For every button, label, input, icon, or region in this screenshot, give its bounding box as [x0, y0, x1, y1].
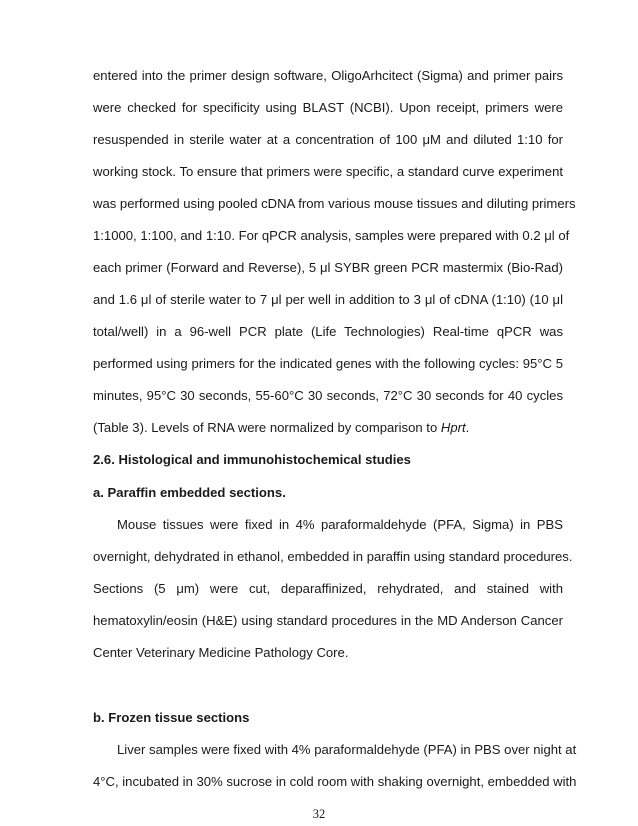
paragraph-line: were checked for specificity using BLAST (NCBI). Upon receipt, primers were [93, 100, 563, 115]
paragraph-line: working stock. To ensure that primers were specific, a standard curve experiment [93, 164, 563, 179]
paragraph-line: 1:1000, 1:100, and 1:10. For qPCR analysis, samples were prepared with 0.2 μl of [93, 228, 570, 243]
paragraph-last-line [93, 420, 563, 436]
paragraph-text: (Table 3). Levels of RNA were normalized by comparison to [93, 420, 441, 435]
paragraph-line: performed using primers for the indicated genes with the following cycles: 95°C 5 [93, 356, 563, 371]
paragraph-line: was performed using pooled cDNA from various mouse tissues and diluting primers [93, 196, 576, 211]
paragraph-line: Center Veterinary Medicine Pathology Core. [93, 645, 349, 660]
gene-name: Hprt [440, 420, 466, 435]
paragraph-line: and 1.6 μl of sterile water to 7 μl per well in addition to 3 μl of cDNA (1:10) (10 μl [93, 292, 563, 307]
paragraph-line: Liver samples were fixed with 4% paraformaldehyde (PFA) in PBS over night at [117, 742, 577, 757]
paragraph-line: Sections (5 μm) were cut, deparaffinized, rehydrated, and stained with [93, 581, 563, 596]
paragraph-line: overnight, dehydrated in ethanol, embedded in paraffin using standard procedures. [93, 549, 573, 564]
page-number: 32 [312, 807, 326, 821]
section-heading: 2.6. Histological and immunohistochemical studies [93, 452, 411, 467]
paragraph-line: entered into the primer design software, OligoArhcitect (Sigma) and primer pairs [93, 68, 563, 83]
paragraph-line: minutes, 95°C 30 seconds, 55-60°C 30 seconds, 72°C 30 seconds for 40 cycles [93, 388, 563, 403]
subsection-heading: b. Frozen tissue sections [93, 710, 250, 725]
subsection-heading: a. Paraffin embedded sections. [93, 485, 286, 500]
paragraph-line: total/well) in a 96-well PCR plate (Life Technologies) Real-time qPCR was [93, 324, 563, 339]
paragraph-line: Mouse tissues were fixed in 4% paraformaldehyde (PFA, Sigma) in PBS [117, 517, 563, 532]
paragraph-line: 4°C, incubated in 30% sucrose in cold room with shaking overnight, embedded with [93, 774, 577, 789]
paragraph-line: resuspended in sterile water at a concentration of 100 μM and diluted 1:10 for [93, 132, 563, 147]
paragraph-text: . [465, 420, 470, 435]
paragraph-line: hematoxylin/eosin (H&E) using standard procedures in the MD Anderson Cancer [93, 613, 563, 628]
paragraph-line: each primer (Forward and Reverse), 5 μl SYBR green PCR mastermix (Bio-Rad) [93, 260, 563, 275]
